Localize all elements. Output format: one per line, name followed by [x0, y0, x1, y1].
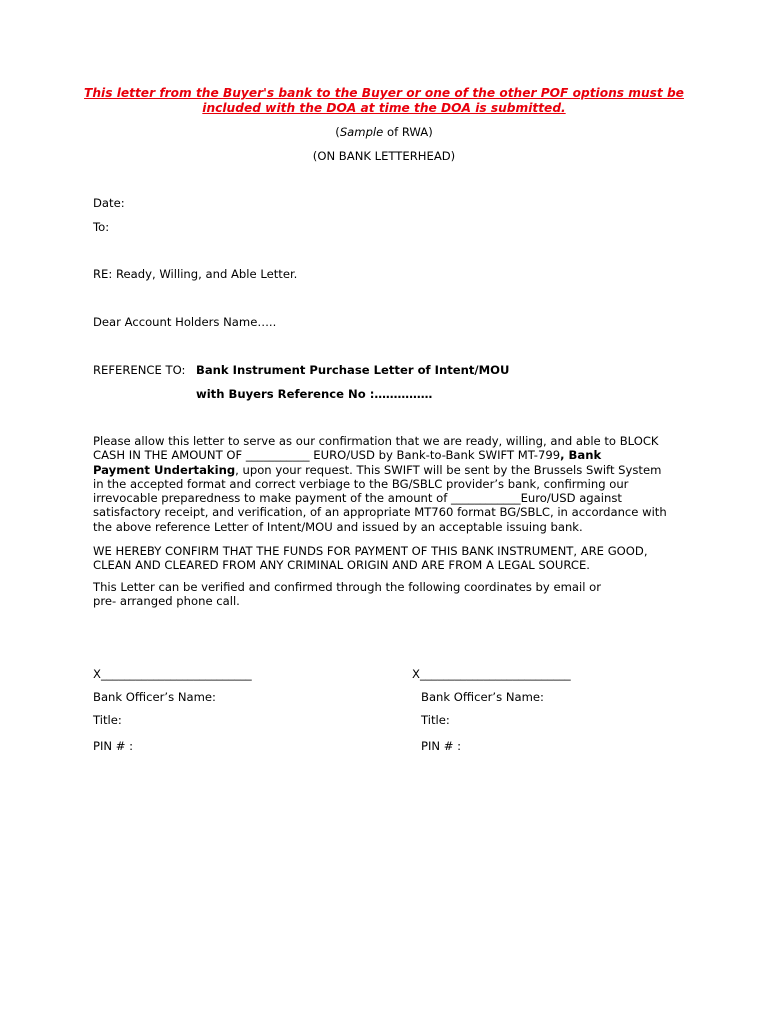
sample-italic: Sample	[339, 125, 384, 139]
sample-open: (	[335, 125, 340, 139]
funds-confirmation-paragraph	[93, 544, 693, 573]
para1-line-1: Please allow this letter to serve as our confirmation that we are ready, willing, and able to BLOCK	[93, 434, 659, 448]
letterhead-caption: (ON BANK LETTERHEAD)	[312, 149, 456, 163]
right-officer-name-label: Bank Officer’s Name:	[421, 690, 544, 704]
para2-line-1: WE HEREBY CONFIRM THAT THE FUNDS FOR PAYMENT OF THIS BANK INSTRUMENT, ARE GOOD,	[93, 544, 648, 558]
reference-title: Bank Instrument Purchase Letter of Intent/MOU	[196, 363, 510, 377]
date-label: Date:	[93, 196, 125, 210]
buyers-reference: with Buyers Reference No :……………	[196, 387, 433, 401]
pof-notice-line-2: included with the DOA at time the DOA is submitted.	[202, 101, 566, 115]
para1-line-2-bold: , Bank	[560, 448, 602, 463]
para1-line-3-text: , upon your request. This SWIFT will be sent by the Brussels Swift System	[235, 462, 662, 477]
para1-line-4: in the accepted format and correct verbiage to the BG/SBLC provider’s bank, confirming our	[93, 476, 629, 491]
pof-notice-line-1: This letter from the Buyer's bank to the Buyer or one of the other POF options must be	[84, 86, 684, 100]
right-signature-line: X__________________________	[412, 667, 571, 681]
para1-line-6: satisfactory receipt, and verification, of an appropriate MT760 format BG/SBLC, in accordance with	[93, 505, 667, 520]
reference-label: REFERENCE TO:	[93, 363, 186, 377]
verification-paragraph	[93, 580, 693, 609]
salutation: Dear Account Holders Name…..	[93, 315, 277, 329]
para2-line-2: CLEAN AND CLEARED FROM ANY CRIMINAL ORIGIN AND ARE FROM A LEGAL SOURCE.	[93, 558, 590, 573]
re-line: RE: Ready, Willing, and Able Letter.	[93, 267, 298, 281]
para1-line-7: the above reference Letter of Intent/MOU and issued by an acceptable issuing bank.	[93, 519, 583, 534]
sample-caption	[0, 125, 768, 139]
para3-line-2: pre- arranged phone call.	[93, 594, 240, 609]
para3-line-1: This Letter can be verified and confirmed through the following coordinates by email or	[93, 580, 601, 594]
left-officer-name-label: Bank Officer’s Name:	[93, 690, 216, 704]
para1-line-2	[93, 448, 693, 462]
para1-line-3-bold: Payment Undertaking	[93, 462, 236, 477]
confirmation-paragraph	[93, 434, 693, 534]
para1-line-5: irrevocable preparedness to make payment of the amount of ____________Euro/USD against	[93, 491, 622, 506]
left-signature-line: X__________________________	[93, 667, 252, 681]
to-label: To:	[93, 220, 110, 234]
right-pin-label: PIN # :	[421, 739, 462, 753]
sample-rest: of RWA)	[383, 125, 433, 139]
left-pin-label: PIN # :	[93, 739, 134, 753]
left-title-label: Title:	[93, 713, 122, 727]
para1-line-3	[93, 463, 693, 477]
right-title-label: Title:	[421, 713, 450, 727]
para1-line-2-text: CASH IN THE AMOUNT OF ___________ EURO/USD by Bank-to-Bank SWIFT MT-799	[93, 448, 561, 463]
pof-notice	[60, 86, 708, 116]
